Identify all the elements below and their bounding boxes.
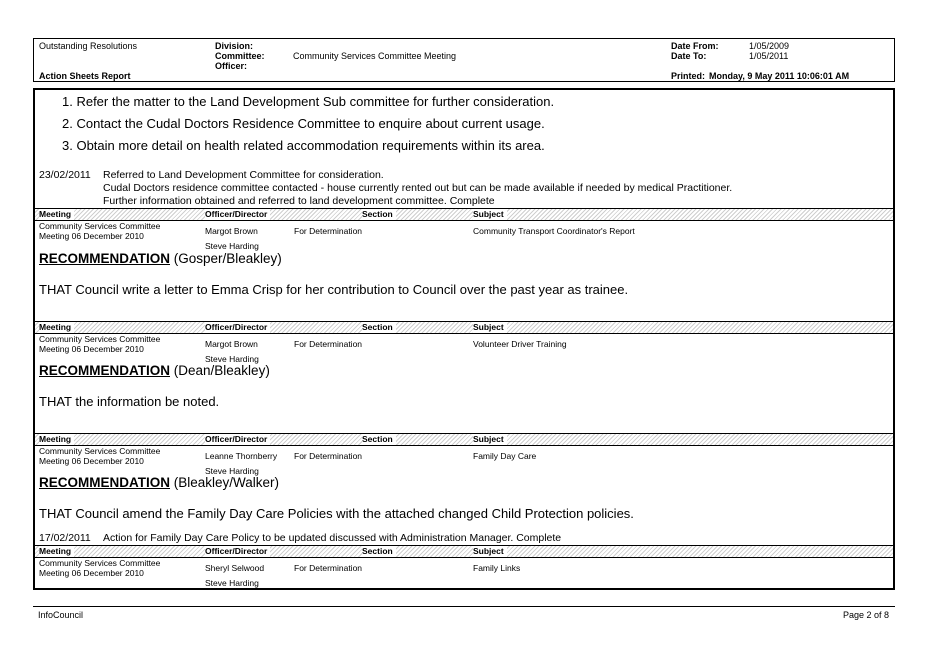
col-subject: Subject [473,434,507,445]
printed-value: Monday, 9 May 2011 10:06:01 AM [709,71,850,81]
meeting-name: Community Services Committee [39,558,161,568]
recommendation-movers: (Dean/Bleakley) [173,363,270,378]
list-item: 2. Contact the Cudal Doctors Residence Committee to enquire about current usage. [62,116,545,131]
note-line: Action for Family Day Care Policy to be updated discussed with Administration Manager. Complete [103,532,562,544]
col-officer: Officer/Director [205,322,270,333]
section-value: For Determination [294,451,363,461]
resolution-text: THAT the information be noted. [39,394,220,409]
subject-value: Family Links [473,563,521,573]
officer-name: Margot Brown [205,339,258,349]
resolution-text: THAT Council write a letter to Emma Crisp for her contribution to Council over the past year as trainee. [39,282,629,297]
col-section: Section [362,434,396,445]
col-subject: Subject [473,209,507,220]
director-name: Steve Harding [205,578,259,588]
note-line: Referred to Land Development Committee for consideration. [103,169,384,181]
director-name: Steve Harding [205,466,259,476]
list-item: 3. Obtain more detail on health related accommodation requirements within its area. [62,138,545,153]
col-officer: Officer/Director [205,434,270,445]
committee-label: Committee: [215,51,265,61]
section-value: For Determination [294,339,363,349]
col-meeting: Meeting [39,434,74,445]
recommendation-heading [39,363,270,378]
officer-name: Sheryl Selwood [205,563,265,573]
meeting-date: Meeting 06 December 2010 [39,456,144,466]
officer-name: Leanne Thornberry [205,451,278,461]
report-type: Outstanding Resolutions [39,41,138,51]
meeting-name: Community Services Committee [39,446,161,456]
meeting-name: Community Services Committee [39,221,161,231]
col-section: Section [362,322,396,333]
col-subject: Subject [473,322,507,333]
recommendation-movers: (Gosper/Bleakley) [173,251,282,266]
col-meeting: Meeting [39,322,74,333]
note-line: Further information obtained and referred to land development committee. Complete [103,195,495,207]
page-number: Page 2 of 8 [843,610,890,620]
note-line: Cudal Doctors residence committee contacted - house currently rented out but can be made available if needed by medical Practitioner. [103,182,733,194]
meeting-date: Meeting 06 December 2010 [39,344,144,354]
date-from-value: 1/05/2009 [749,41,790,51]
division-label: Division: [215,41,254,51]
director-name: Steve Harding [205,241,259,251]
col-officer: Officer/Director [205,209,270,220]
col-officer: Officer/Director [205,546,270,557]
date-from-label: Date From: [671,41,719,51]
recommendation-label: RECOMMENDATION [39,251,170,266]
col-section: Section [362,546,396,557]
meeting-date: Meeting 06 December 2010 [39,568,144,578]
meeting-name: Community Services Committee [39,334,161,344]
action-sheet-body [33,88,895,590]
subject-value: Family Day Care [473,451,537,461]
officer-label: Officer: [215,61,248,71]
resolution-text: THAT Council amend the Family Day Care Policies with the attached changed Child Protection policies. [39,506,634,521]
subject-value: Community Transport Coordinator's Report [473,226,635,236]
subject-value: Volunteer Driver Training [473,339,567,349]
meeting-date: Meeting 06 December 2010 [39,231,144,241]
col-section: Section [362,209,396,220]
note-date: 23/02/2011 [39,169,91,181]
footer-divider [33,606,895,607]
officer-name: Margot Brown [205,226,258,236]
note-date: 17/02/2011 [39,532,91,544]
date-to-value: 1/05/2011 [749,51,789,61]
recommendation-heading [39,475,279,490]
recommendation-label: RECOMMENDATION [39,475,170,490]
column-header-bar [35,208,893,221]
footer-app-name: InfoCouncil [38,610,84,620]
date-to-label: Date To: [671,51,707,61]
column-header-bar [35,321,893,334]
col-meeting: Meeting [39,209,74,220]
col-subject: Subject [473,546,507,557]
column-header-bar [35,545,893,558]
recommendation-label: RECOMMENDATION [39,363,170,378]
column-header-bar [35,433,893,446]
section-value: For Determination [294,226,363,236]
recommendation-movers: (Bleakley/Walker) [173,475,280,490]
committee-value: Community Services Committee Meeting [293,51,457,61]
report-name: Action Sheets Report [39,71,131,81]
printed-label: Printed: [671,71,706,81]
col-meeting: Meeting [39,546,74,557]
section-value: For Determination [294,563,363,573]
report-header [33,38,895,82]
list-item: 1. Refer the matter to the Land Development Sub committee for further consideration. [62,94,555,109]
director-name: Steve Harding [205,354,259,364]
recommendation-heading [39,251,282,266]
